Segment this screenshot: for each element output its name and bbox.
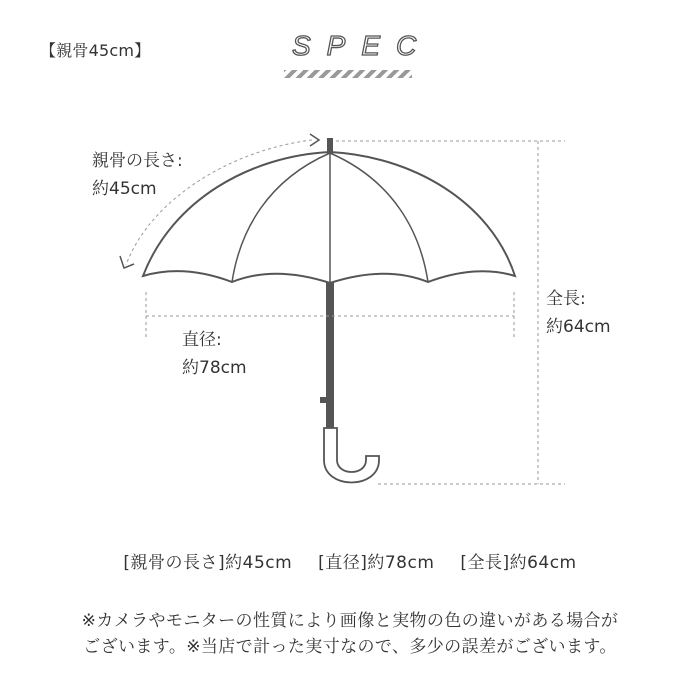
rib-arrow-left-icon (120, 256, 134, 268)
size-tag: 【親骨45cm】 (40, 41, 151, 60)
umbrella-handle (324, 428, 379, 483)
spec-summary (0, 548, 700, 573)
rib-length-label (92, 147, 183, 203)
disclaimer-line-2: ございます。※当店で計った実寸なので、多少の誤差がございます。 (83, 637, 617, 657)
title-underline (284, 70, 412, 78)
summary-rib: [親骨の長さ]約45cm (123, 553, 293, 573)
total-length-value: 約64cm (546, 317, 611, 337)
summary-total: [全長]約64cm (460, 553, 577, 573)
spec-title: SPEC (292, 30, 433, 61)
diameter-label (182, 326, 247, 382)
umbrella-canopy (143, 152, 515, 283)
total-length-title: 全長: (546, 289, 586, 309)
total-length-label (546, 285, 611, 341)
rib-length-title: 親骨の長さ: (92, 151, 183, 171)
disclaimer-line-1: ※カメラやモニターの性質により画像と実物の色の違いがある場合が (81, 611, 619, 631)
umbrella-tip (327, 138, 333, 154)
rib-length-value: 約45cm (92, 179, 157, 199)
summary-diameter: [直径]約78cm (318, 553, 435, 573)
diameter-value: 約78cm (182, 358, 247, 378)
umbrella-shaft (326, 282, 334, 428)
diameter-title: 直径: (182, 330, 222, 350)
umbrella-button (320, 397, 328, 403)
disclaimer-notes (0, 608, 700, 660)
